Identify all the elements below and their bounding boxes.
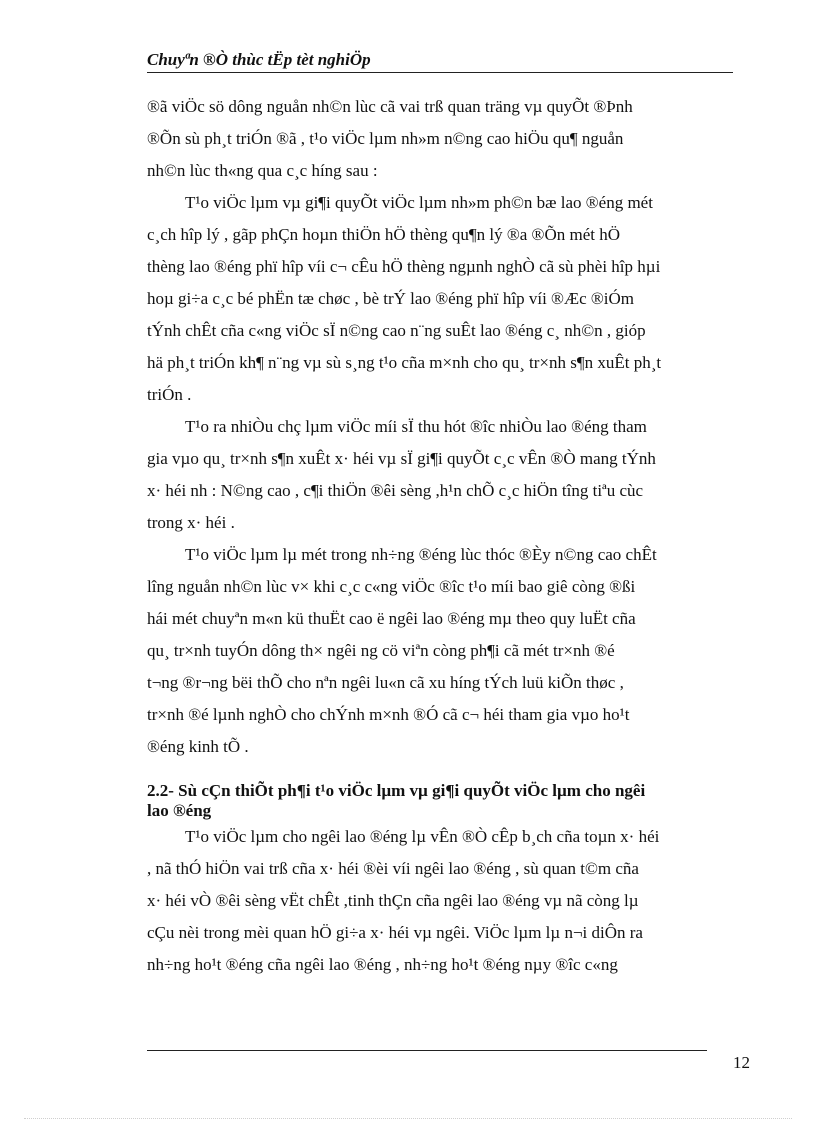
text-line: , nã thÓ hiÖn vai trß cña x· héi ®èi víi ngêi lao ®éng , sù quan t©m cña (147, 859, 639, 878)
text-line: tr×nh ®é lµnh nghÒ cho chÝnh m×nh ®Ó cã c¬ héi tham gia vµo ho¹t (147, 705, 630, 724)
text-line: ®Õn sù ph¸t triÓn ®ã , t¹o viÖc lµm nh»m n©ng cao hiÖu qu¶ nguån (147, 129, 624, 148)
text-line: thèng lao ®éng phï hîp víi c¬ cÊu hÖ thèng ngµnh nghÒ cã sù phèi hîp hµi (147, 257, 661, 276)
text-line: ®éng kinh tÕ . (147, 737, 249, 756)
text-line: ®ã viÖc sö dông nguån nh©n lùc cã vai trß quan träng vµ quyÕt ®Þnh (147, 97, 633, 116)
text-line: nh÷ng ho¹t ®éng cña ngêi lao ®éng , nh÷ng ho¹t ®éng nµy ®îc c«ng (147, 955, 618, 974)
document-body (147, 91, 733, 981)
paragraph (147, 539, 733, 763)
text-line: x· héi nh : N©ng cao , c¶i thiÖn ®êi sèng ,h¹n chÕ c¸c hiÖn tîng tiªu cùc (147, 481, 644, 500)
paragraph (147, 821, 733, 981)
paragraph (147, 187, 733, 411)
text-line: hä ph¸t triÓn kh¶ n¨ng vµ sù s¸ng t¹o cña m×nh cho qu¸ tr×nh s¶n xuÊt ph¸t (147, 353, 662, 372)
text-line: T¹o ra nhiÒu chç lµm viÖc míi sÏ thu hót ®îc nhiÒu lao ®éng tham (185, 417, 647, 436)
section-heading (147, 781, 733, 821)
page-number: 12 (733, 1053, 750, 1072)
text-line: t¬ng ®r¬ng bëi thÕ cho nªn ngêi lu«n cã xu híng tÝch luü kiÕn thøc , (147, 673, 624, 692)
page-header-title: Chuyªn ®Ò thùc tËp tèt nghiÖp (147, 50, 371, 69)
text-line: T¹o viÖc lµm cho ngêi lao ®éng lµ vÊn ®Ò cÊp b¸ch cña toµn x· héi (185, 827, 660, 846)
section-heading-line: lao ®éng (147, 801, 212, 820)
text-line: qu¸ tr×nh tuyÓn dông th× ngêi ng cö viªn còng ph¶i cã mét tr×nh ®é (147, 641, 615, 660)
text-line: T¹o viÖc lµm lµ mét trong nh÷ng ®éng lùc thóc ®Èy n©ng cao chÊt (185, 545, 657, 564)
text-line: nh©n lùc th«ng qua c¸c híng sau : (147, 161, 378, 180)
text-line: gia vµo qu¸ tr×nh s¶n xuÊt x· héi vµ sÏ gi¶i quyÕt c¸c vÊn ®Ò mang tÝnh (147, 449, 656, 468)
text-line: hoµ gi÷a c¸c bé phËn tæ chøc , bè trÝ lao ®éng phï hîp víi ®Æc ®iÓm (147, 289, 635, 308)
text-line: cÇu nèi trong mèi quan hÖ gi÷a x· héi vµ ngêi. ViÖc lµm lµ n¬i diÔn ra (147, 923, 643, 942)
text-line: x· héi vÒ ®êi sèng vËt chÊt ,tinh thÇn cña ngêi lao ®éng vµ nã còng lµ (147, 891, 639, 910)
text-line: c¸ch hîp lý , gãp phÇn hoµn thiÖn hÖ thèng qu¶n lý ®a ®Õn mét hÖ (147, 225, 620, 244)
text-line: triÓn . (147, 385, 192, 404)
text-line: tÝnh chÊt cña c«ng viÖc sÏ n©ng cao n¨ng suÊt lao ®éng c¸ nh©n , gióp (147, 321, 646, 340)
text-line: T¹o viÖc lµm vµ gi¶i quyÕt viÖc lµm nh»m ph©n bæ lao ®éng mét (185, 193, 653, 212)
page-edge-dots (24, 1118, 792, 1119)
text-line: hái mét chuyªn m«n kü thuËt cao ë ngêi lao ®éng mµ theo quy luËt cña (147, 609, 636, 628)
footer-divider (147, 1050, 707, 1051)
header-divider (147, 72, 733, 73)
paragraph (147, 91, 733, 187)
paragraph (147, 411, 733, 539)
text-line: trong x· héi . (147, 513, 235, 532)
section-heading-line: 2.2- Sù cÇn thiÕt ph¶i t¹o viÖc lµm vµ gi¶i quyÕt viÖc lµm cho ngêi (147, 781, 646, 800)
text-line: lîng nguån nh©n lùc v× khi c¸c c«ng viÖc ®îc t¹o míi bao giê còng ®ßi (147, 577, 636, 596)
